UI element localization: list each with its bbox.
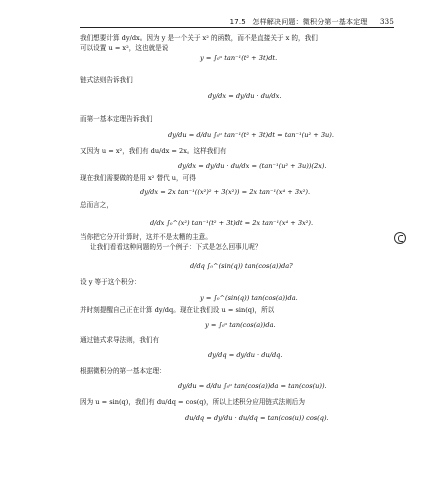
paragraph-line: 通过链式求导法则，我们有 (80, 336, 160, 344)
equation-2: dy/dx = dy/du · du/dx. (208, 92, 282, 100)
paragraph-line: 设 y 等于这个积分： (80, 278, 141, 286)
paragraph-line: 而第一基本定理告诉我们 (80, 115, 153, 123)
equation-9: y = ∫₀ᵘ tan(cos(a))da. (205, 321, 276, 329)
equation-5: dy/dx = 2x tan⁻¹((x²)² + 3(x²)) = 2x tan⁻¹(x⁴ + 3x²). (140, 188, 311, 196)
page-number: 335 (380, 18, 394, 26)
margin-thumb-icon (394, 232, 406, 244)
paragraph-line: 并时刻提醒自己正在计算 dy/dq。现在让我们设 u = sin(q)，所以 (80, 306, 275, 314)
paragraph-line: 又因为 u = x²，我们有 du/dx = 2x。这样我们有 (80, 147, 227, 155)
paragraph-line: 总而言之， (80, 201, 113, 209)
paragraph-line: 因为 u = sin(q)，我们有 du/dq = cos(q)，所以上述积分应用链式法则后为 (80, 398, 305, 406)
paragraph-line: 链式法则告诉我们 (80, 76, 133, 84)
equation-10: dy/dq = dy/du · du/dq. (208, 351, 283, 359)
header-title: 怎样解决问题：微积分第一基本定理 (252, 18, 368, 26)
equation-7: d/dq ∫₀^(sin(q)) tan(cos(a))da? (190, 262, 293, 270)
paragraph-line: 根据微积分的第一基本定理： (80, 367, 166, 375)
equation-1: y = ∫₀ᵘ tan⁻¹(t² + 3t)dt. (200, 54, 278, 62)
paragraph-line: 让我们看看这种问题的另一个例子：下式是怎么回事儿呢？ (90, 243, 262, 251)
section-number: 17.5 (229, 18, 246, 26)
paragraph-line: 我们想要计算 dy/dx。因为 y 是一个关于 x² 的函数，而不是直接关于 x 的，我们 (80, 34, 318, 42)
equation-8: y = ∫₀^(sin(q)) tan(cos(a))da. (200, 294, 298, 302)
running-header (190, 17, 394, 27)
equation-6: d/dx ∫₀^(x²) tan⁻¹(t² + 3t)dt = 2x tan⁻¹(x⁴ + 3x²). (150, 219, 314, 227)
paragraph-line: 现在我们需要做的是用 x² 替代 u，可得 (80, 174, 196, 182)
equation-3: dy/du = d/du ∫₀ᵘ tan⁻¹(t² + 3t)dt = tan⁻¹(u² + 3u). (168, 131, 334, 139)
paragraph-line: 可以设置 u = x²，这也就是说 (80, 44, 169, 52)
equation-4: dy/dx = dy/du · du/dx = (tan⁻¹(u² + 3u))(2x). (178, 162, 327, 170)
equation-12: du/dq = dy/du · du/dq = tan(cos(u)) cos(q). (185, 414, 329, 422)
header-rule (80, 27, 394, 28)
paragraph-line: 当你把它分开计算时，这并不是太糟的主意。 (80, 233, 212, 241)
equation-11: dy/du = d/du ∫₀ᵘ tan(cos(a))da = tan(cos(u)). (178, 382, 327, 390)
